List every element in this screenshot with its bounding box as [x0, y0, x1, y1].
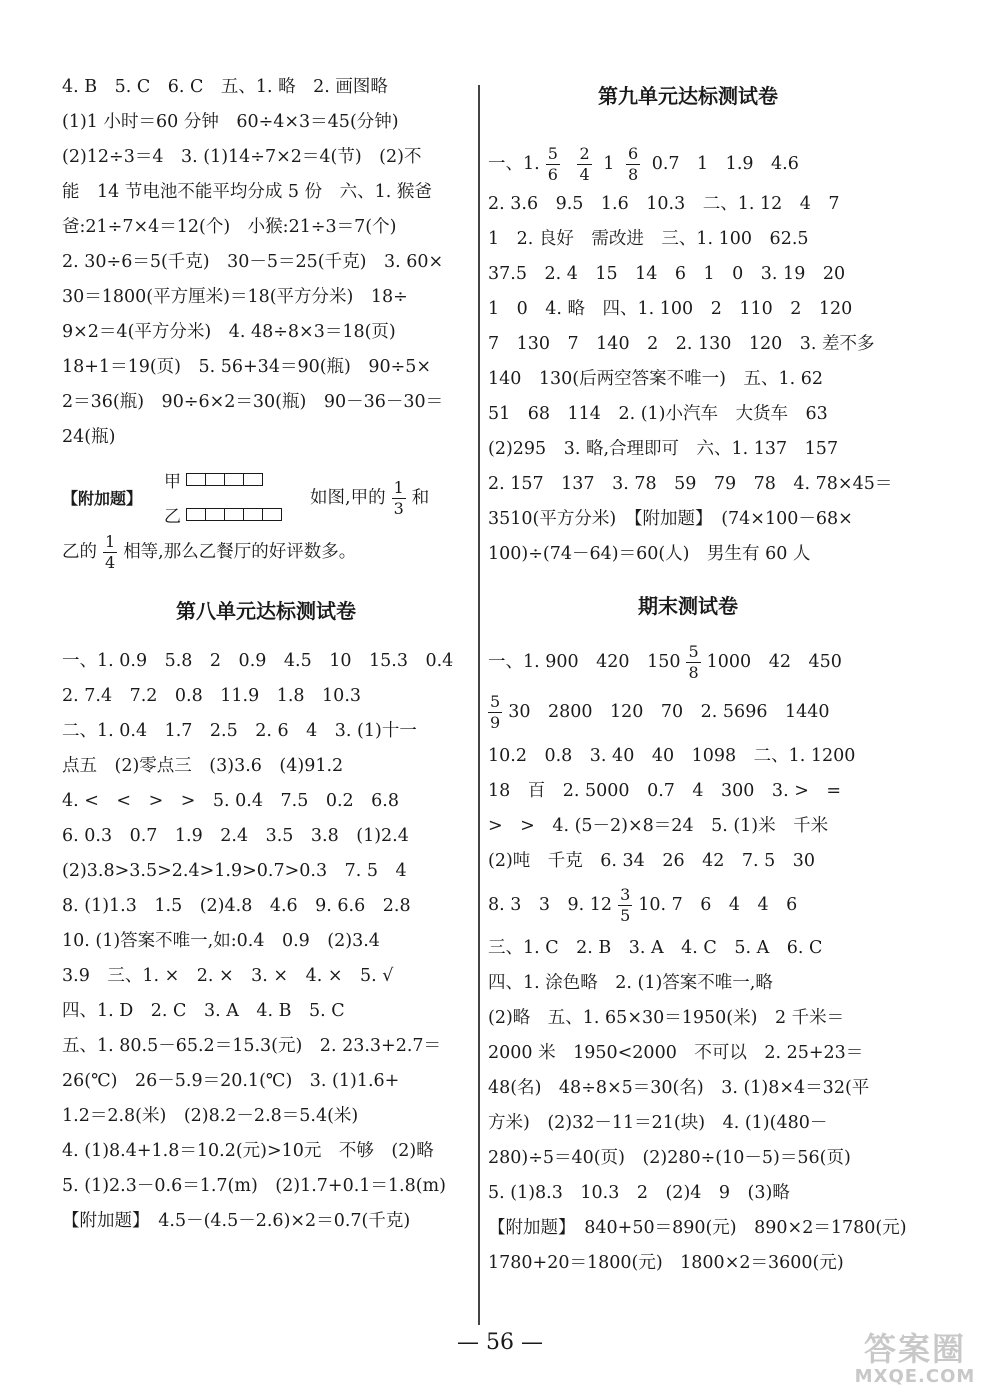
answer-line: 4. (1)8.4+1.8＝10.2(元)>10元 不够 (2)略	[62, 1141, 434, 1161]
column-divider	[478, 85, 480, 1325]
answer-line: 4. B 5. C 6. C 五、1. 略 2. 画图略	[62, 77, 388, 97]
answer-line: 280)÷5＝40(页) (2)280÷(10－5)＝56(页)	[488, 1148, 851, 1168]
answer-line: (2)12÷3＝4 3. (1)14÷7×2＝4(节) (2)不	[62, 147, 422, 167]
answer-line: 一、1. 0.9 5.8 2 0.9 4.5 10 15.3 0.4	[62, 651, 454, 671]
answer-line: 100)÷(74－64)＝60(人) 男生有 60 人	[488, 544, 811, 564]
answer-line: (2)295 3. 略,合理即可 六、1. 137 157	[488, 439, 839, 459]
answer-line: 1 0 4. 略 四、1. 100 2 110 2 120	[488, 299, 853, 319]
section8-title: 第八单元达标测试卷	[176, 599, 356, 623]
answer-line: 四、1. D 2. C 3. A 4. B 5. C	[62, 1001, 345, 1021]
answer-line: 3510(平方分米) 【附加题】 (74×100－68×	[488, 509, 853, 529]
answer-line: 能 14 节电池不能平均分成 5 份 六、1. 猴爸	[62, 182, 432, 202]
answer-line: 8. (1)1.3 1.5 (2)4.8 4.6 9. 6.6 2.8	[62, 896, 411, 916]
answer-line: 2. 7.4 7.2 0.8 11.9 1.8 10.3	[62, 686, 362, 706]
left-column	[62, 70, 470, 1239]
bar-label-jia: 甲	[164, 472, 182, 492]
answer-line: 18+1＝19(页) 5. 56+34＝90(瓶) 90÷5×	[62, 357, 432, 377]
fraction: $\frac{1}{3}$	[393, 477, 404, 518]
answer-line: > > 4. (5－2)×8＝24 5. (1)米 千米	[488, 816, 829, 836]
bonus-text: 如图,甲的 $\frac{1}{3}$ 和	[310, 477, 430, 518]
bonus-text-line2: 乙的 $\frac{1}{4}$ 相等,那么乙餐厅的好评数多。	[62, 532, 357, 572]
answer-line: 1 2. 良好 需改进 三、1. 100 62.5	[488, 229, 809, 249]
answer-line: 5. (1)2.3－0.6＝1.7(m) (2)1.7+0.1＝1.8(m)	[62, 1176, 446, 1196]
answer-line: 五、1. 80.5－65.2＝15.3(元) 2. 23.3+2.7＝	[62, 1036, 442, 1056]
fraction: $\frac{6}{8}$	[627, 144, 639, 184]
answer-line: 37.5 2. 4 15 14 6 1 0 3. 19 20	[488, 264, 846, 284]
answer-line: 7 130 7 140 2 2. 130 120 3. 差不多	[488, 334, 875, 354]
answer-line: 2. 157 137 3. 78 59 79 78 4. 78×45＝	[488, 474, 893, 494]
answer-line: 方米) (2)32－11＝21(块) 4. (1)(480－	[488, 1113, 828, 1133]
bar-figure	[164, 467, 282, 527]
watermark-logo: 答案圈 MXQE.COM	[854, 1330, 976, 1387]
answer-line: 5. (1)8.3 10.3 2 (2)4 9 (3)略	[488, 1183, 790, 1203]
answer-line: 10. (1)答案不唯一,如:0.4 0.9 (2)3.4	[62, 931, 380, 951]
fraction: $\frac{5}{6}$	[547, 144, 558, 184]
fraction: $\frac{5}{8}$	[688, 642, 699, 682]
answer-line: (2)吨 千克 6. 34 26 42 7. 5 30	[488, 851, 816, 871]
final-title: 期末测试卷	[638, 594, 738, 618]
bonus-question	[62, 467, 470, 527]
answer-line: 【附加题】 4.5－(4.5－2.6)×2＝0.7(千克)	[62, 1211, 411, 1231]
final-first-line: 一、1. 900 420 150 $\frac{5}{8}$ 1000 42 450	[488, 642, 842, 682]
answer-line: 3.9 三、1. × 2. × 3. × 4. × 5. √	[62, 966, 394, 986]
answer-line: 48(名) 48÷8×5＝30(名) 3. (1)8×4＝32(平	[488, 1078, 870, 1098]
answer-line: 爸:21÷7×4＝12(个) 小猴:21÷3＝7(个)	[62, 217, 397, 237]
answer-line: 2. 3.6 9.5 1.6 10.3 二、1. 12 4 7	[488, 194, 840, 214]
right-column	[488, 70, 907, 1281]
answer-line: 10.2 0.8 3. 40 40 1098 二、1. 1200	[488, 746, 856, 766]
answer-line: 1.2＝2.8(米) (2)8.2－2.8＝5.4(米)	[62, 1106, 359, 1126]
answer-line: 24(瓶)	[62, 427, 116, 447]
fraction: $\frac{2}{4}$	[579, 144, 590, 184]
final-second-line: $\frac{5}{9}$ 30 2800 120 70 2. 5696 1440	[490, 692, 830, 732]
answer-line: 26(℃) 26－5.9＝20.1(℃) 3. (1)1.6+	[62, 1071, 400, 1091]
answer-line: 18 百 2. 5000 0.7 4 300 3. > =	[488, 781, 842, 801]
final-answers-part2	[488, 931, 907, 1281]
answer-line: 51 68 114 2. (1)小汽车 大货车 63	[488, 404, 828, 424]
answer-line: (1)1 小时＝60 分钟 60÷4×3＝45(分钟)	[62, 112, 399, 132]
answer-line: 2＝36(瓶) 90÷6×2＝30(瓶) 90－36－30＝	[62, 392, 444, 412]
bar-label-yi: 乙	[164, 507, 182, 527]
bar-cells-jia	[187, 473, 263, 486]
fraction: $\frac{1}{4}$	[105, 532, 116, 572]
unit8-answers	[62, 644, 470, 1239]
page-number: — 56 —	[457, 1330, 543, 1355]
bar-cells-yi	[187, 508, 282, 521]
bar-yi	[164, 502, 282, 527]
answer-line: 2000 米 1950<2000 不可以 2. 25+23＝	[488, 1043, 864, 1063]
answer-line: 30＝1800(平方厘米)＝18(平方分米) 18÷	[62, 287, 408, 307]
unit7-answers	[62, 70, 470, 455]
fraction: $\frac{5}{9}$	[490, 692, 501, 732]
answer-line: 1780+20＝1800(元) 1800×2＝3600(元)	[488, 1253, 844, 1273]
final-fraction-line: 8. 3 3 9. 12 $\frac{3}{5}$ 10. 7 6 4 4 6	[488, 885, 798, 925]
section9-title: 第九单元达标测试卷	[598, 84, 778, 108]
bonus-tag: 【附加题】	[62, 488, 143, 508]
answer-line: 9×2＝4(平方分米) 4. 48÷8×3＝18(页)	[62, 322, 396, 342]
answer-line: 四、1. 涂色略 2. (1)答案不唯一,略	[488, 973, 773, 993]
answer-line: (2)3.8>3.5>2.4>1.9>0.7>0.3 7. 5 4	[62, 861, 407, 881]
answer-line: 140 130(后两空答案不唯一) 五、1. 62	[488, 369, 823, 389]
answer-line: 点五 (2)零点三 (3)3.6 (4)91.2	[62, 756, 344, 776]
bar-jia	[164, 467, 282, 492]
answer-line: 6. 0.3 0.7 1.9 2.4 3.5 3.8 (1)2.4	[62, 826, 409, 846]
final-answers-part1	[488, 739, 888, 879]
answer-line: 4. < < > > 5. 0.4 7.5 0.2 6.8	[62, 791, 399, 811]
answer-line: 二、1. 0.4 1.7 2.5 2. 6 4 3. (1)十一	[62, 721, 417, 741]
answer-line: 2. 30÷6＝5(千克) 30－5＝25(千克) 3. 60×	[62, 252, 444, 272]
unit9-first-line: 一、1. $\frac{5}{6}$ $\frac{2}{4}$ 1 $\frac{6}{8}$ 0.7 1 1.9 4.6	[488, 144, 799, 184]
answer-line: (2)略 五、1. 65×30＝1950(米) 2 千米＝	[488, 1008, 845, 1028]
unit9-answers	[488, 187, 893, 572]
answer-line: 【附加题】 840+50＝890(元) 890×2＝1780(元)	[488, 1218, 907, 1238]
fraction: $\frac{3}{5}$	[620, 885, 631, 925]
answer-line: 三、1. C 2. B 3. A 4. C 5. A 6. C	[488, 938, 823, 958]
